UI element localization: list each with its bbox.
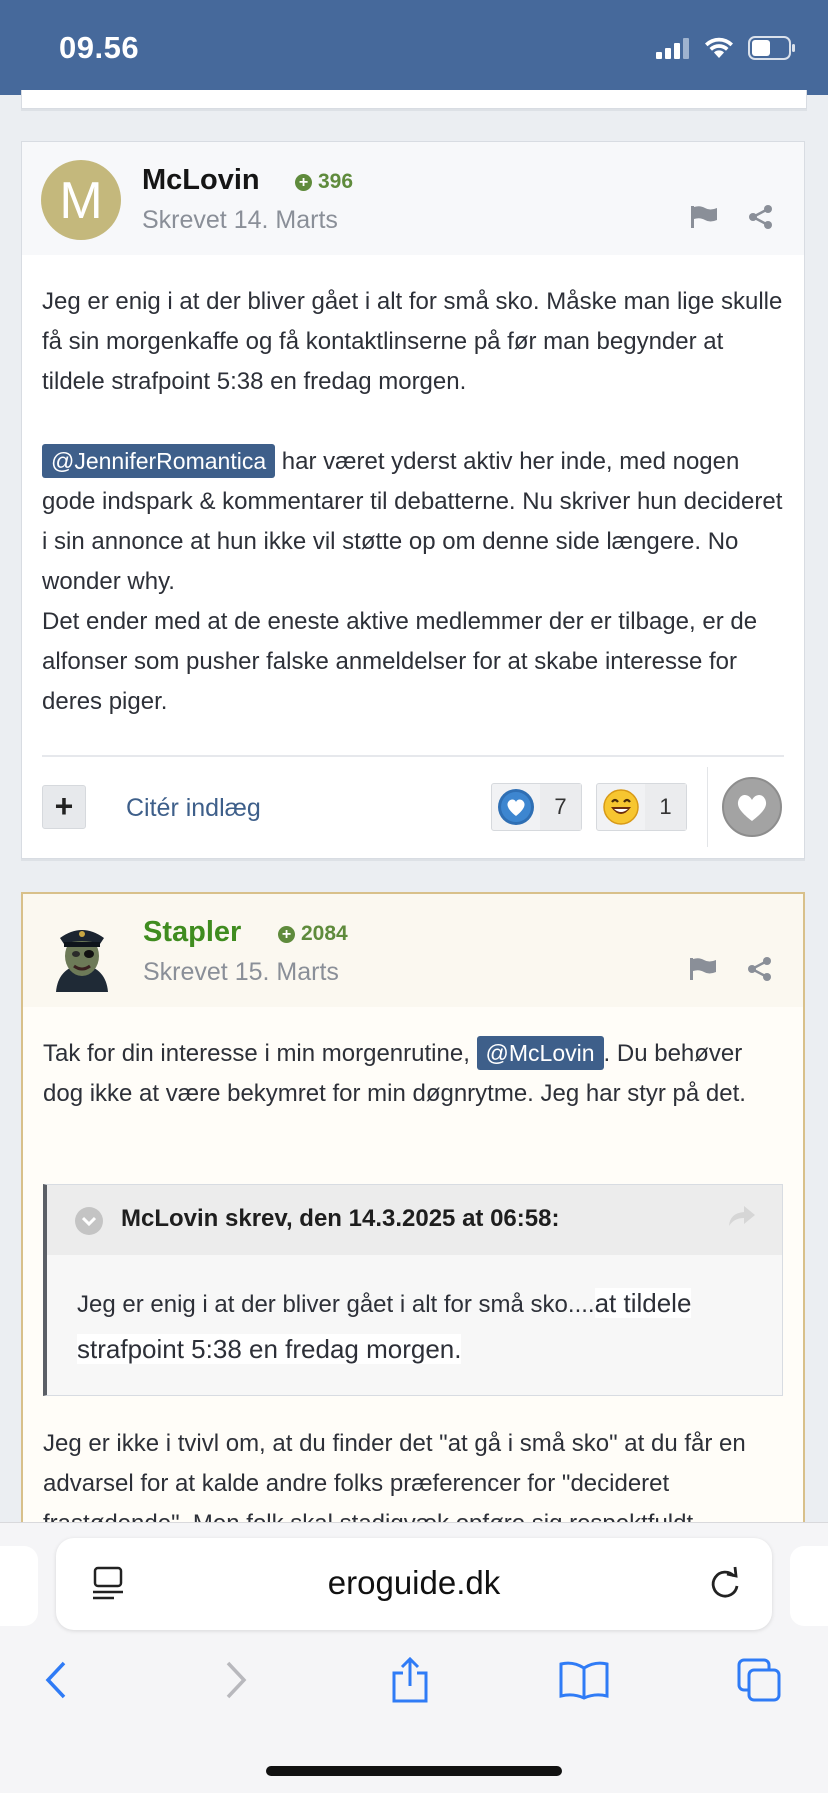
next-tab-preview[interactable] — [790, 1546, 828, 1626]
author-name[interactable]: McLovin — [142, 164, 260, 196]
chevron-left-icon — [44, 1660, 68, 1700]
reaction-count: 1 — [645, 784, 686, 830]
share-icon[interactable] — [747, 957, 773, 981]
user-mention[interactable]: @JenniferRomantica — [42, 444, 275, 478]
post-date[interactable]: Skrevet 14. Marts — [142, 206, 338, 234]
post-paragraph: Tak for din interesse i min morgenrutine, @McLovin . Du behøver dog ikke at være bekymret for min døgnrytme. Jeg har styr på det. — [43, 1034, 783, 1114]
reputation-badge — [278, 922, 348, 946]
avatar[interactable] — [42, 912, 122, 992]
tabs-icon — [737, 1658, 783, 1702]
flag-icon[interactable] — [689, 957, 717, 981]
reply-arrow-icon[interactable] — [728, 1205, 756, 1227]
quote-header — [47, 1185, 782, 1255]
address-bar[interactable] — [56, 1538, 772, 1630]
wifi-icon — [704, 37, 734, 59]
reputation-count: 396 — [318, 170, 354, 193]
post-actions — [689, 957, 773, 981]
status-icons — [656, 36, 796, 60]
reload-icon[interactable] — [708, 1564, 742, 1600]
post-footer — [22, 757, 804, 860]
post-content — [42, 282, 784, 722]
heart-reaction-icon — [497, 788, 535, 826]
flag-icon[interactable] — [690, 205, 718, 229]
share-button[interactable] — [380, 1650, 440, 1710]
post-paragraph: @JenniferRomantica har været yderst aktiv her inde, med nogen gode indspark & kommentarer til debatterne. Nu skriver hun decideret i sin annonce at hun ikke vil støtte op om denne side længere. No wonder why. — [42, 442, 784, 602]
chevron-right-icon — [224, 1660, 248, 1700]
post-paragraph: Det ender med at de eneste aktive medlemmer der er tilbage, er de alfonser som pusher falske anmeldelser for at skabe interesse for deres piger. — [42, 608, 758, 715]
signal-icon — [656, 37, 690, 59]
quote-text: Jeg er enig i at der bliver gået i alt for små sko....at tildele strafpoint 5:38 en fredag morgen. — [77, 1288, 692, 1364]
tabs-button[interactable] — [730, 1650, 790, 1710]
post-date[interactable]: Skrevet 15. Marts — [143, 958, 339, 986]
plus-circle-icon: + — [278, 926, 295, 943]
laughing-emoji-icon — [602, 788, 640, 826]
back-button[interactable] — [26, 1650, 86, 1710]
home-indicator[interactable] — [266, 1766, 562, 1776]
quote-block — [43, 1184, 783, 1396]
reaction-like[interactable] — [491, 783, 582, 831]
post-card-stapler — [21, 892, 805, 1552]
divider — [707, 767, 708, 847]
book-icon — [559, 1660, 609, 1700]
forward-button[interactable] — [206, 1650, 266, 1710]
post-actions — [690, 205, 774, 229]
browser-toolbar — [0, 1650, 828, 1710]
status-bar — [0, 0, 828, 95]
plus-circle-icon: + — [295, 174, 312, 191]
heart-icon — [735, 792, 769, 822]
reaction-haha[interactable] — [596, 783, 687, 831]
status-time: 09.56 — [59, 30, 140, 65]
battery-icon — [748, 36, 796, 60]
post-paragraph: Jeg er enig i at der bliver gået i alt for små sko. Måske man lige skulle få sin morgenkaffe og få kontaktlinserne på før man begynder at tildele strafpoint 5:38 en fredag morgen. — [42, 288, 783, 395]
author-name[interactable]: Stapler — [143, 916, 242, 948]
previous-post-card — [21, 90, 807, 109]
post-header — [22, 142, 804, 255]
url-text[interactable]: eroguide.dk — [327, 1564, 501, 1601]
chevron-down-icon[interactable] — [75, 1207, 103, 1235]
share-icon[interactable] — [748, 205, 774, 229]
reaction-count: 7 — [540, 784, 581, 830]
reputation-count: 2084 — [301, 922, 348, 945]
post-header — [23, 894, 803, 1007]
post-card-mclovin — [21, 141, 805, 859]
quote-post-link[interactable]: Citér indlæg — [126, 794, 261, 822]
bookmarks-button[interactable] — [554, 1650, 614, 1710]
multiquote-plus-button[interactable]: + — [42, 785, 86, 829]
user-mention[interactable]: @McLovin — [477, 1036, 604, 1070]
reputation-badge — [295, 170, 353, 194]
post-content — [43, 1034, 783, 1114]
react-heart-button[interactable] — [722, 777, 782, 837]
post-paragraph: Jeg er ikke i tvivl om, at du finder det "at gå i små sko" at du får en advarsel for at kalde andre folks præferencer for "decideret — [43, 1430, 746, 1497]
avatar[interactable]: M — [41, 160, 121, 240]
previous-tab-preview[interactable] — [0, 1546, 38, 1626]
share-upload-icon — [390, 1657, 430, 1703]
quote-title: McLovin skrev, den 14.3.2025 at 06:58: — [121, 1205, 560, 1232]
